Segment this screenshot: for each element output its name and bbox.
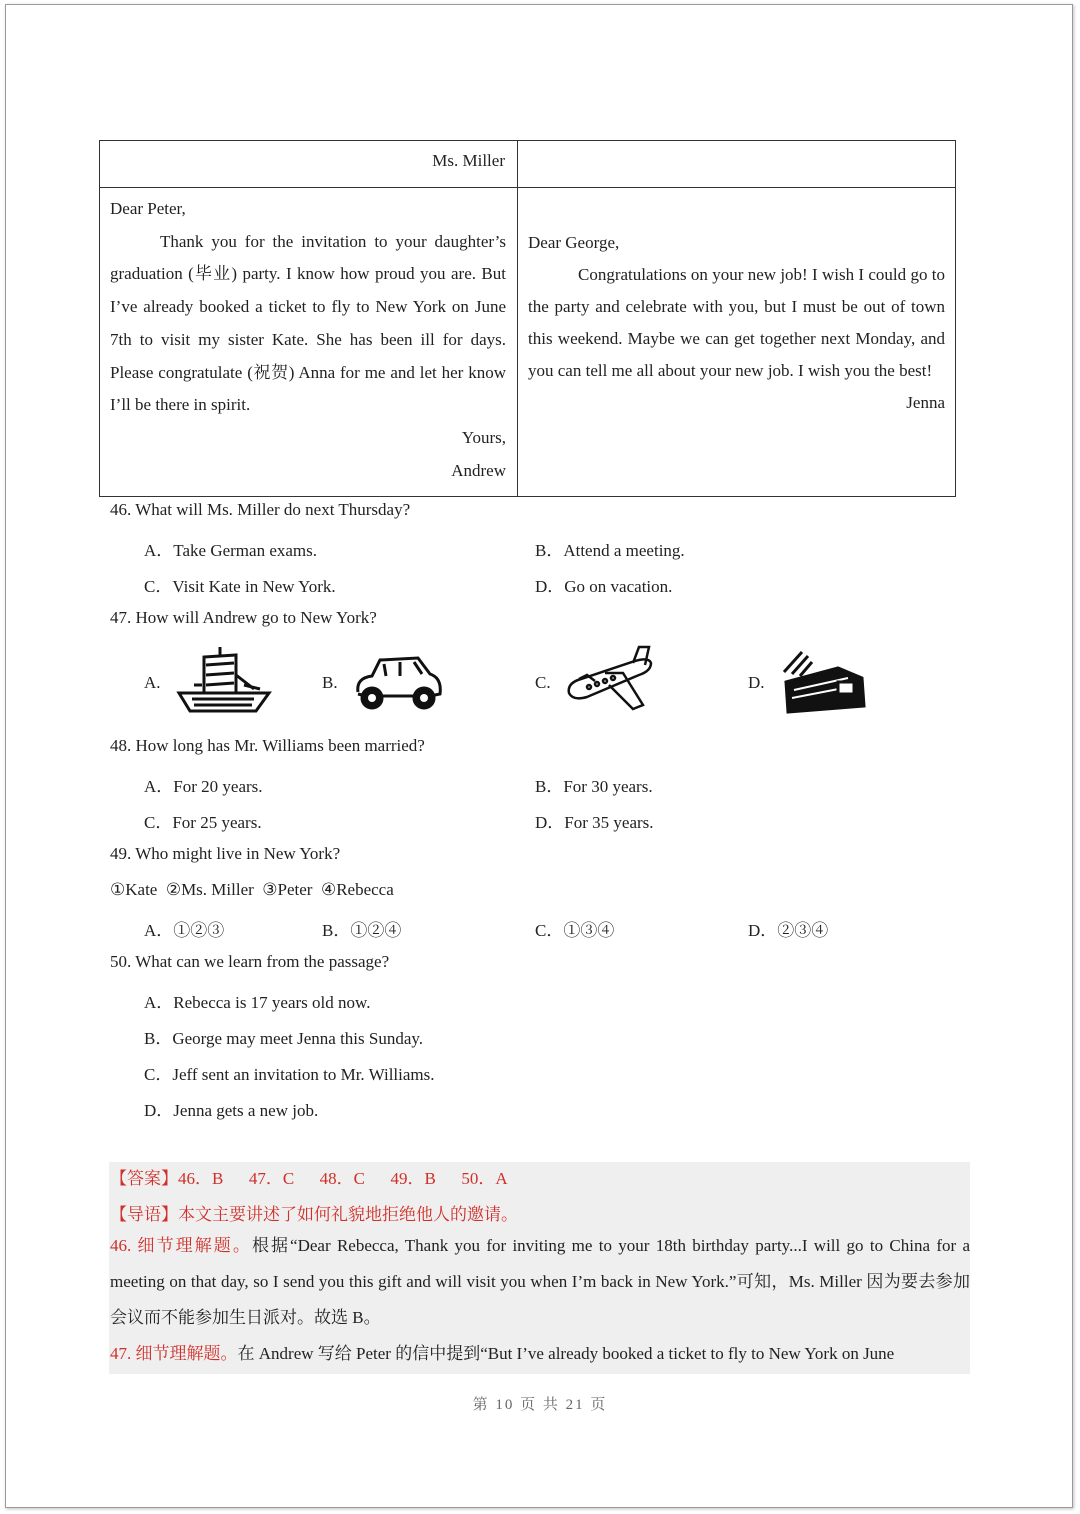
option-d: D．Go on vacation.: [535, 577, 673, 596]
car-icon: [352, 652, 444, 714]
miller-label: Ms. Miller: [432, 151, 505, 170]
explanation-label: 46. 细节理解题。: [110, 1236, 252, 1255]
answer-label: 【答案】: [110, 1169, 178, 1188]
letter-signature: Andrew: [451, 460, 506, 480]
explanation-47: [110, 1336, 970, 1372]
option-b: B．①②④: [322, 921, 402, 940]
jenna-letter: [528, 227, 945, 419]
ship-icon: [174, 645, 274, 717]
question-47-stem: 47. How will Andrew go to New York?: [110, 608, 377, 627]
page-number: 第 10 页 共 21 页: [472, 1397, 608, 1413]
letter-greeting: Dear George,: [528, 233, 620, 252]
question-46-stem: 46. What will Ms. Miller do next Thursday?: [110, 500, 411, 519]
explanation-label: 47. 细节理解题。: [110, 1344, 238, 1363]
option-d: D．②③④: [748, 921, 829, 940]
guide-line: [110, 1200, 518, 1225]
question-49-options-line: ①Kate ②Ms. Miller ③Peter ④Rebecca: [110, 880, 394, 899]
guide-label: 【导语】: [110, 1205, 178, 1224]
train-icon: [778, 648, 870, 718]
andrew-letter: [110, 193, 506, 487]
option-b: B．George may meet Jenna this Sunday.: [144, 1029, 424, 1048]
guide-text: 本文主要讲述了如何礼貌地拒绝他人的邀请。: [178, 1205, 518, 1224]
letters-table: [99, 140, 956, 497]
option-c: C.: [535, 673, 551, 692]
letter-body: Congratulations on your new job! I wish I could go to the party and celebrate with you, but I must be out of town this weekend. Maybe we can get together next Monday, and you can tell me all about your new job. I wish you the best!: [528, 265, 945, 380]
table-divider: [517, 141, 518, 496]
option-d: D．For 35 years.: [535, 813, 654, 832]
option-b: B.: [322, 673, 338, 692]
option-c: C．Visit Kate in New York.: [144, 577, 336, 596]
explanation-text: 在 Andrew 写给 Peter 的信中提到“But I’ve already booked a ticket to fly to New York on June: [237, 1344, 895, 1363]
letter-greeting: Dear Peter,: [110, 199, 186, 218]
question-48-stem: 48. How long has Mr. Williams been married?: [110, 736, 425, 755]
option-a: A．Rebecca is 17 years old now.: [144, 993, 371, 1012]
table-divider: [100, 187, 955, 188]
explanation-text: 根据“Dear Rebecca, Thank you for inviting me to your 18th birthday party...I will go to China for a meeting on that day, so I send you this gift and will visit you when I’m back in New York.”可知，Ms. Miller 因为要去参加会议而不能参加生日派对。故选 B。: [110, 1236, 971, 1327]
option-a: A．①②③: [144, 921, 225, 940]
answer-line: [110, 1164, 508, 1189]
option-a: A．Take German exams.: [144, 541, 317, 560]
option-d: D．Jenna gets a new job.: [144, 1101, 319, 1120]
option-b: B．For 30 years.: [535, 777, 653, 796]
question-49-stem: 49. Who might live in New York?: [110, 844, 341, 863]
letter-closing: Yours,: [461, 427, 506, 447]
option-d: D.: [748, 673, 765, 692]
option-a: A．For 20 years.: [144, 777, 263, 796]
option-c: C．①③④: [535, 921, 615, 940]
option-a: A.: [144, 673, 161, 692]
question-50-stem: 50. What can we learn from the passage?: [110, 952, 390, 971]
answer-list: 46．B 47．C 48．C 49．B 50．A: [178, 1169, 508, 1188]
airplane-icon: [565, 645, 657, 717]
letter-signature: Jenna: [906, 393, 945, 412]
option-c: C．Jeff sent an invitation to Mr. Williams.: [144, 1065, 435, 1084]
option-b: B．Attend a meeting.: [535, 541, 685, 560]
explanation-46: [110, 1228, 970, 1336]
option-c: C．For 25 years.: [144, 813, 262, 832]
letter-body: Thank you for the invitation to your daughter’s graduation (毕业) party. I know how proud you are. But I’ve already booked a ticket to fly to New York on June 7th to visit my sister Kate. She has been ill for days. Please congratulate (祝贺) Anna for me and let her know I’ll be there in spirit.: [110, 231, 506, 415]
